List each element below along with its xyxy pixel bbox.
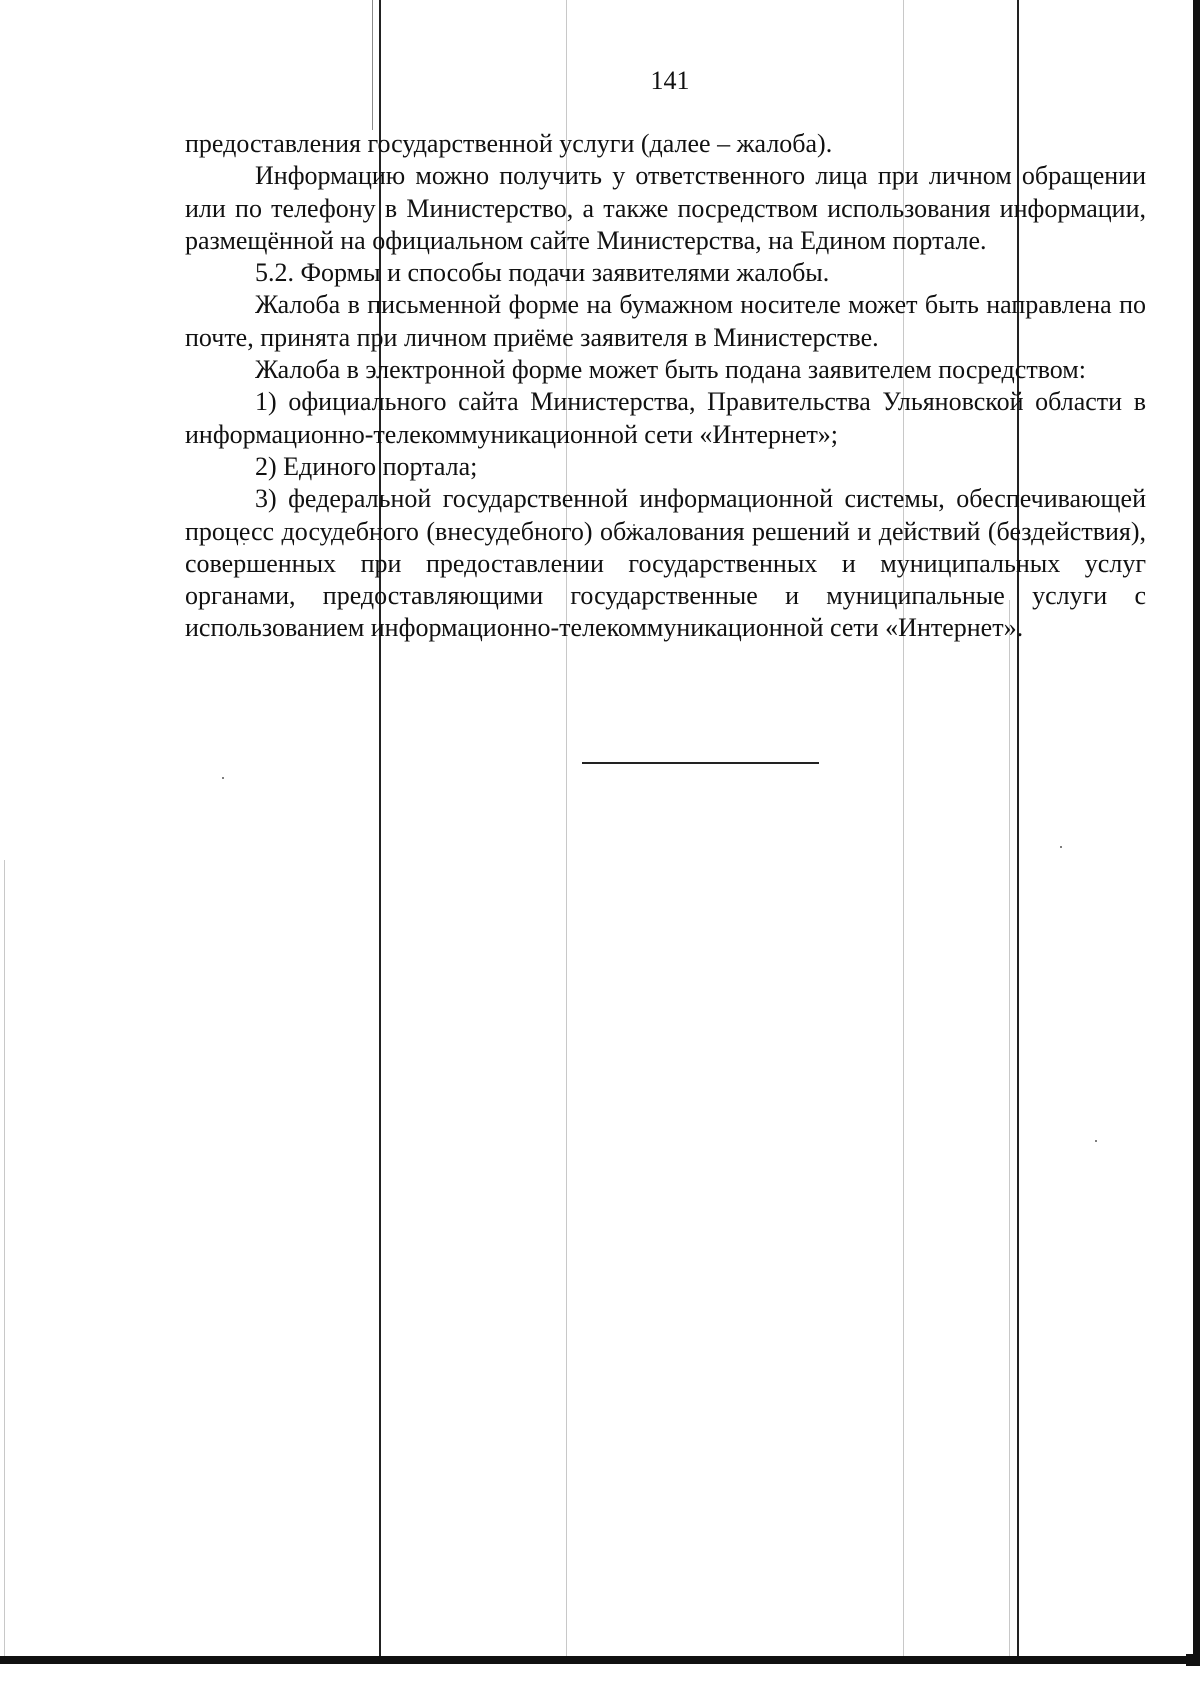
scan-border-bottom: [0, 1656, 1200, 1664]
scan-speck: [1060, 846, 1062, 848]
paragraph-written-complaint: Жалоба в письменной форме на бумажном носителе может быть направлена по почте, принята при личном приёме заявителя в Министерстве.: [185, 290, 1146, 352]
paragraph-information-sources: Информацию можно получить у ответственного лица при личном обращении или по телефону в Министерство, а также посредством использования информации, размещённой на официальном сайте Министерства, на Едином портале.: [185, 161, 1146, 255]
list-item-federal-system: 3) федеральной государственной информационной системы, обеспечивающей процесс досудебного (внесудебного) обжалования решений и действий (бездействия), совершенных при предоставлении государственных и муниципальных услуг органами, предоставляющими государственные и муниципальные услуги с использованием информационно-телекоммуникационной сети «Интернет».: [185, 484, 1146, 643]
page-number: 141: [650, 66, 690, 95]
document-body: [185, 128, 1146, 645]
scan-speck: [1095, 1140, 1097, 1142]
paragraph-electronic-complaint: Жалоба в электронной форме может быть подана заявителем посредством:: [255, 355, 1086, 385]
list-item-single-portal: 2) Единого портала;: [255, 451, 478, 481]
scan-artifact-line: [4, 860, 5, 1660]
scan-artifact-line: [1009, 600, 1010, 1660]
scan-border-corner: [1186, 1654, 1200, 1666]
scan-speck: [222, 777, 224, 779]
section-heading-5-2: 5.2. Формы и способы подачи заявителями жалобы.: [255, 258, 830, 288]
paragraph-continuation: предоставления государственной услуги (далее – жалоба).: [185, 129, 833, 158]
scan-artifact-line: [372, 0, 373, 130]
scan-border-right: [1193, 0, 1200, 1664]
list-item-official-site: 1) официального сайта Министерства, Правительства Ульяновской области в информационно-телекоммуникационной сети «Интернет»;: [185, 387, 1146, 449]
end-of-text-rule: [582, 762, 819, 764]
